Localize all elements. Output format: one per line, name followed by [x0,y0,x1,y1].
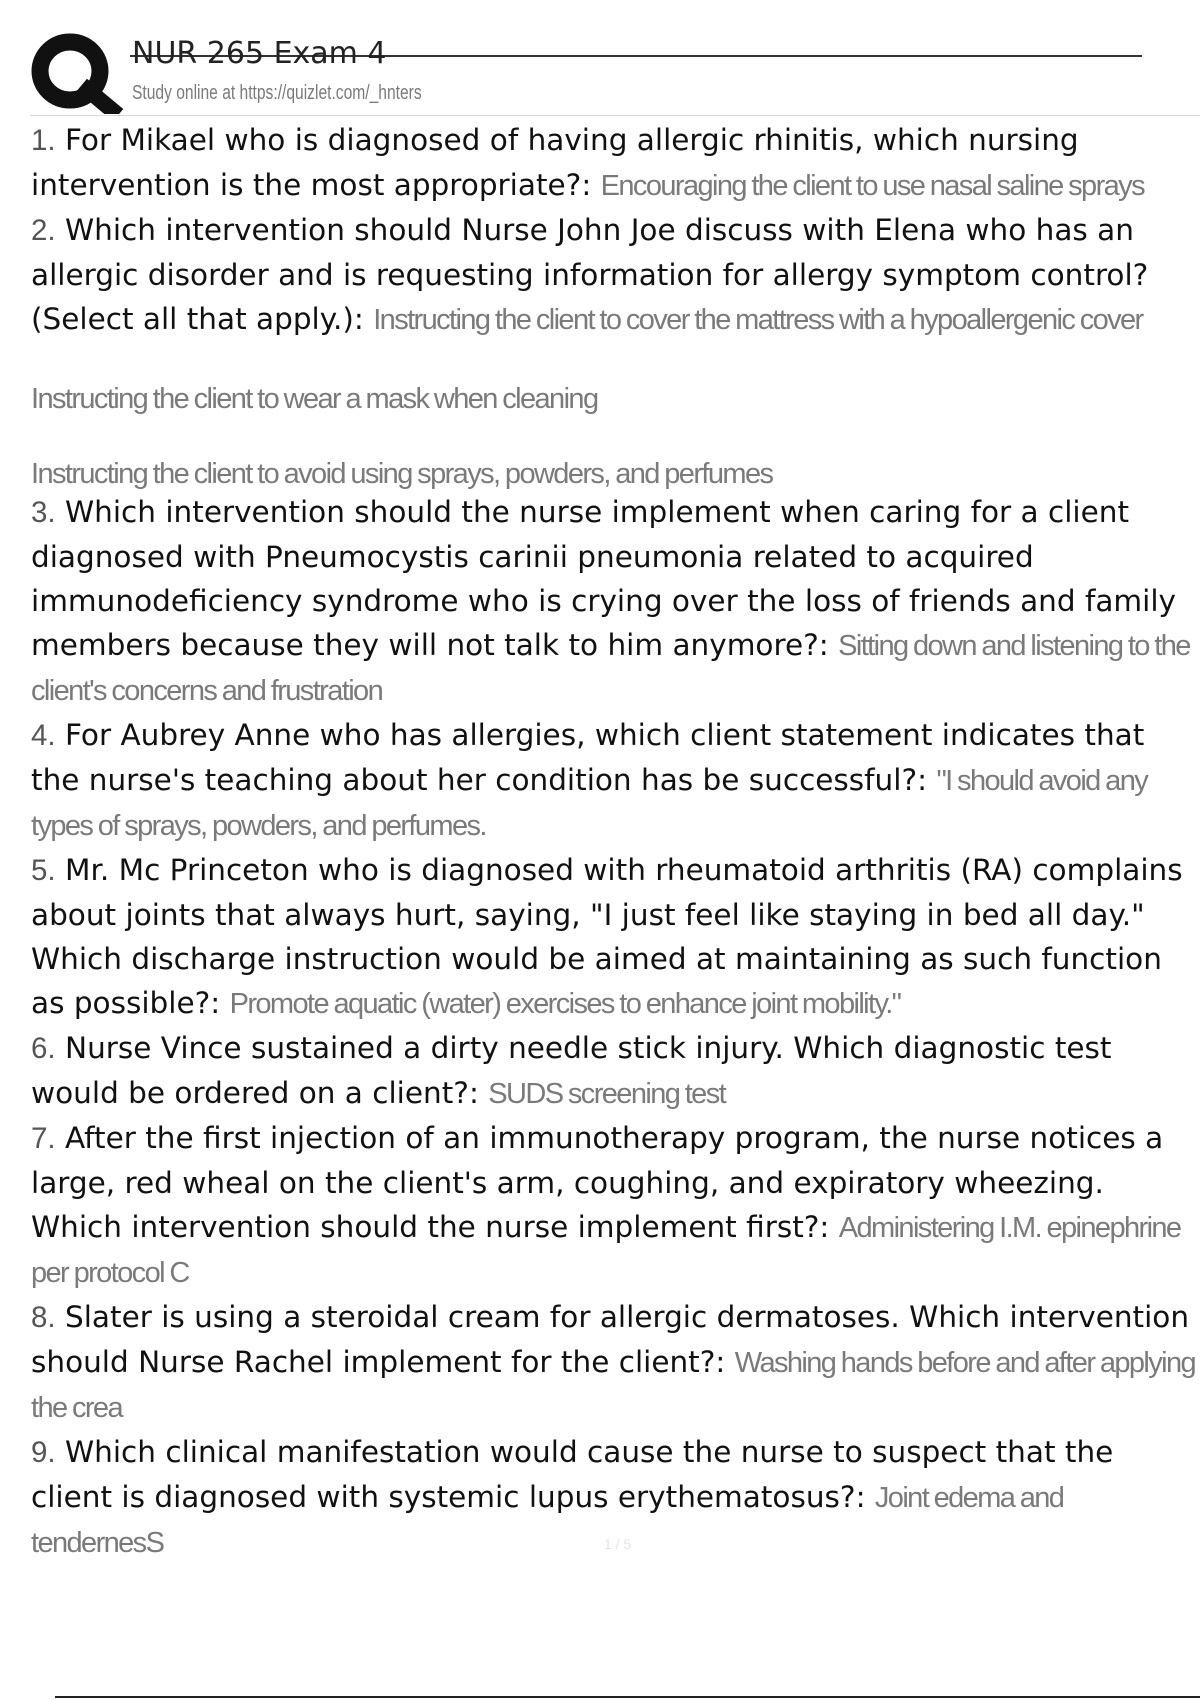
question-number: 5. [31,854,56,887]
question-text: For Aubrey Anne who has allergies, which client statement indicates that the nurse's teaching about her condition has be successful?: [31,718,1145,797]
question-item-1 [31,118,1200,208]
question-text: For Mikael who is diagnosed of having allergic rhinitis, which nursing intervention is the most appropriate?: [31,123,1079,202]
answer-text-additional: Instructing the client to wear a mask when cleaning [31,383,598,415]
answer-text: Washing hands before and after applying the crea [31,1347,1196,1424]
document-title: NUR 265 Exam 4 [132,36,387,71]
question-item-8 [31,1295,1200,1430]
answer-text: Administering I.M. epinephrine per protocol C [31,1212,1181,1289]
question-number: 2. [31,214,56,247]
question-number: 3. [31,496,56,529]
question-text: Mr. Mc Princeton who is diagnosed with rheumatoid arthritis (RA) complains about joints that always hurt, saying, "I just feel like staying in bed all day." Which discharge instruction would be aimed at maintaining as such function as possible?: [31,853,1183,1020]
question-text: After the first injection of an immunotherapy program, the nurse notices a large, red wheal on the client's arm, coughing, and expiratory wheezing. Which intervention should the nurse implement first?: [31,1121,1164,1244]
document-header [30,28,1180,118]
question-item-4 [31,713,1200,848]
question-item-3 [31,490,1200,713]
question-number: 8. [31,1301,56,1334]
question-text: Slater is using a steroidal cream for allergic dermatoses. Which intervention should Nurse Rachel implement for the client?: [31,1300,1190,1379]
answer-text: Instructing the client to cover the mattress with a hypoallergenic cover [373,304,1143,336]
answer-text: Joint edema and tendernesS [31,1482,1064,1559]
study-online-link[interactable]: Study online at https://quizlet.com/_hnters [132,82,422,104]
question-number: 9. [31,1436,56,1469]
question-number: 1. [31,124,56,157]
answer-text: SUDS screening test [488,1078,726,1110]
footer-divider [55,1696,1200,1698]
answer-text: Encouraging the client to use nasal saline sprays [600,170,1144,202]
question-item-6 [31,1026,1200,1116]
question-text: Which intervention should Nurse John Joe discuss with Elena who has an allergic disorder and is requesting information for allergy symptom control? (Select all that apply.): [31,213,1149,336]
question-item-2 [31,208,1200,342]
question-number: 4. [31,719,56,752]
answer-text: Sitting down and listening to the client's concerns and frustration [31,630,1190,707]
answer-text-additional: Instructing the client to avoid using sprays, powders, and perfumes [31,458,773,490]
question-item-5 [31,848,1200,1026]
quizlet-q-logo [30,32,142,114]
question-text: Nurse Vince sustained a dirty needle stick injury. Which diagnostic test would be ordered on a client?: [31,1031,1112,1110]
question-number: 7. [31,1122,56,1155]
header-divider [30,115,1200,116]
answer-text: "I should avoid any types of sprays, powders, and perfumes. [31,765,1148,842]
question-item-7 [31,1116,1200,1295]
question-number: 6. [31,1032,56,1065]
answer-text: Promote aquatic (water) exercises to enhance joint mobility." [229,988,901,1020]
question-list [31,118,1200,1565]
page-number: 1 / 5 [603,1536,632,1552]
question-text: Which intervention should the nurse implement when caring for a client diagnosed with Pneumocystis carinii pneumonia related to acquired immunodeficiency syndrome who is crying over the loss of friends and family members because they will not talk to him anymore?: [31,495,1176,662]
question-text: Which clinical manifestation would cause the nurse to suspect that the client is diagnosed with systemic lupus erythematosus?: [31,1435,1114,1514]
